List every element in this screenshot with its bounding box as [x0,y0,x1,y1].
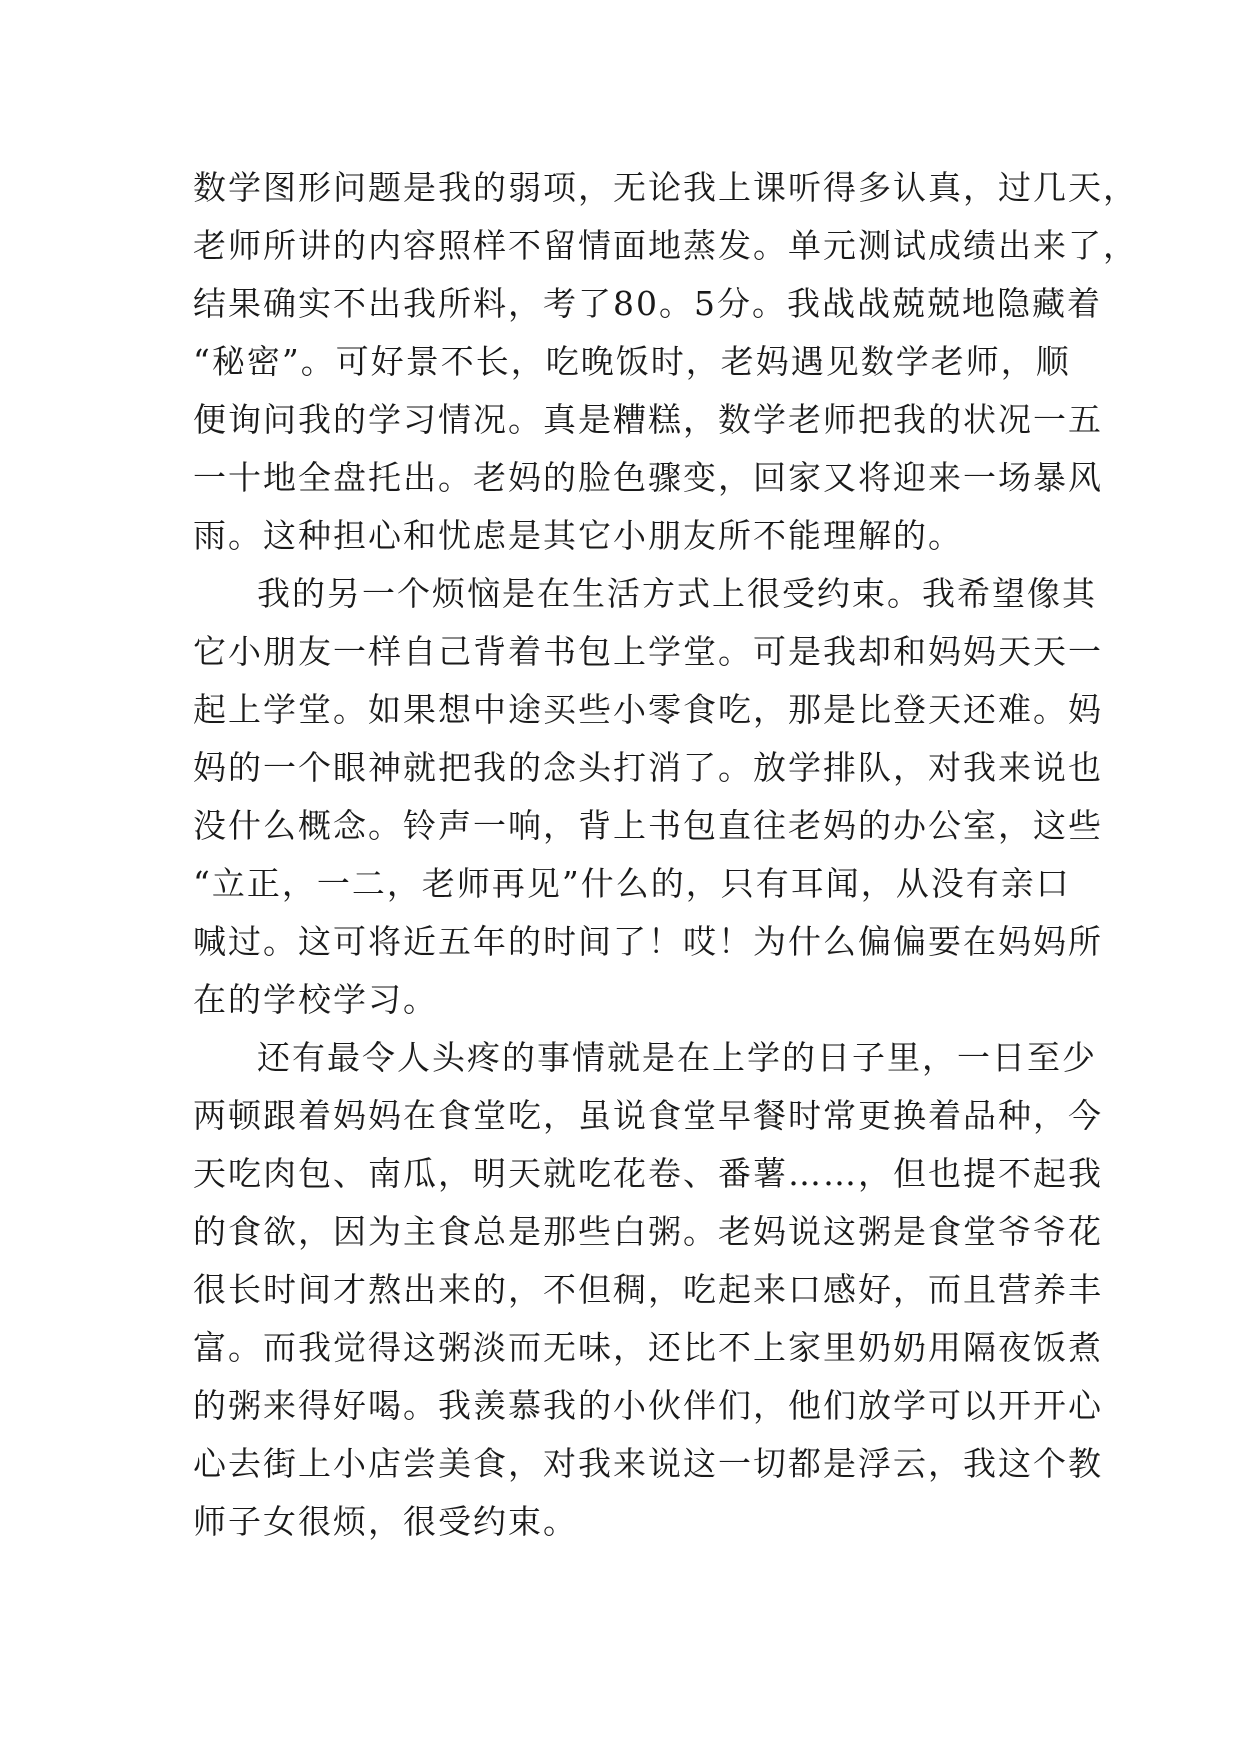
text-line: 结果确实不出我所料，考了80。5分。我战战兢兢地隐藏着 [193,284,1102,323]
text-line: 两顿跟着妈妈在食堂吃，虽说食堂早餐时常更换着品种，今 [193,1096,1103,1135]
text-line: 在的学校学习。 [193,980,438,1019]
text-line: 的粥来得好喝。我羡慕我的小伙伴们，他们放学可以开开心 [193,1386,1103,1425]
text-line: 雨。这种担心和忧虑是其它小朋友所不能理解的。 [193,516,963,555]
text-line: “秘密”。可好景不长，吃晚饭时，老妈遇见数学老师，顺 [193,342,1071,381]
paragraph-first-line: 还有最令人头疼的事情就是在上学的日子里，一日至少 [257,1038,1097,1077]
text-line: 起上学堂。如果想中途买些小零食吃，那是比登天还难。妈 [193,690,1103,729]
text-line: 它小朋友一样自己背着书包上学堂。可是我却和妈妈天天一 [193,632,1103,671]
text-line: 一十地全盘托出。老妈的脸色骤变，回家又将迎来一场暴风 [193,458,1103,497]
text-line: 很长时间才熬出来的，不但稠，吃起来口感好，而且营养丰 [193,1270,1103,1309]
text-line: 老师所讲的内容照样不留情面地蒸发。单元测试成绩出来了， [193,226,1138,265]
text-line: 的食欲，因为主食总是那些白粥。老妈说这粥是食堂爷爷花 [193,1212,1103,1251]
text-line: 师子女很烦，很受约束。 [193,1502,578,1541]
text-line: 喊过。这可将近五年的时间了！哎！为什么偏偏要在妈妈所 [193,922,1103,961]
text-line: 便询问我的学习情况。真是糟糕，数学老师把我的状况一五 [193,400,1103,439]
text-line: 心去街上小店尝美食，对我来说这一切都是浮云，我这个教 [193,1444,1103,1483]
text-line: 富。而我觉得这粥淡而无味，还比不上家里奶奶用隔夜饭煮 [193,1328,1103,1367]
text-line: 数学图形问题是我的弱项，无论我上课听得多认真，过几天， [193,168,1138,207]
text-line: 天吃肉包、南瓜，明天就吃花卷、番薯……，但也提不起我 [193,1154,1103,1193]
text-line: 没什么概念。铃声一响，背上书包直往老妈的办公室，这些 [193,806,1103,845]
text-line: 妈的一个眼神就把我的念头打消了。放学排队，对我来说也 [193,748,1103,787]
paragraph-first-line: 我的另一个烦恼是在生活方式上很受约束。我希望像其 [257,574,1097,613]
text-line: “立正，一二，老师再见”什么的，只有耳闻，从没有亲口 [193,864,1071,903]
